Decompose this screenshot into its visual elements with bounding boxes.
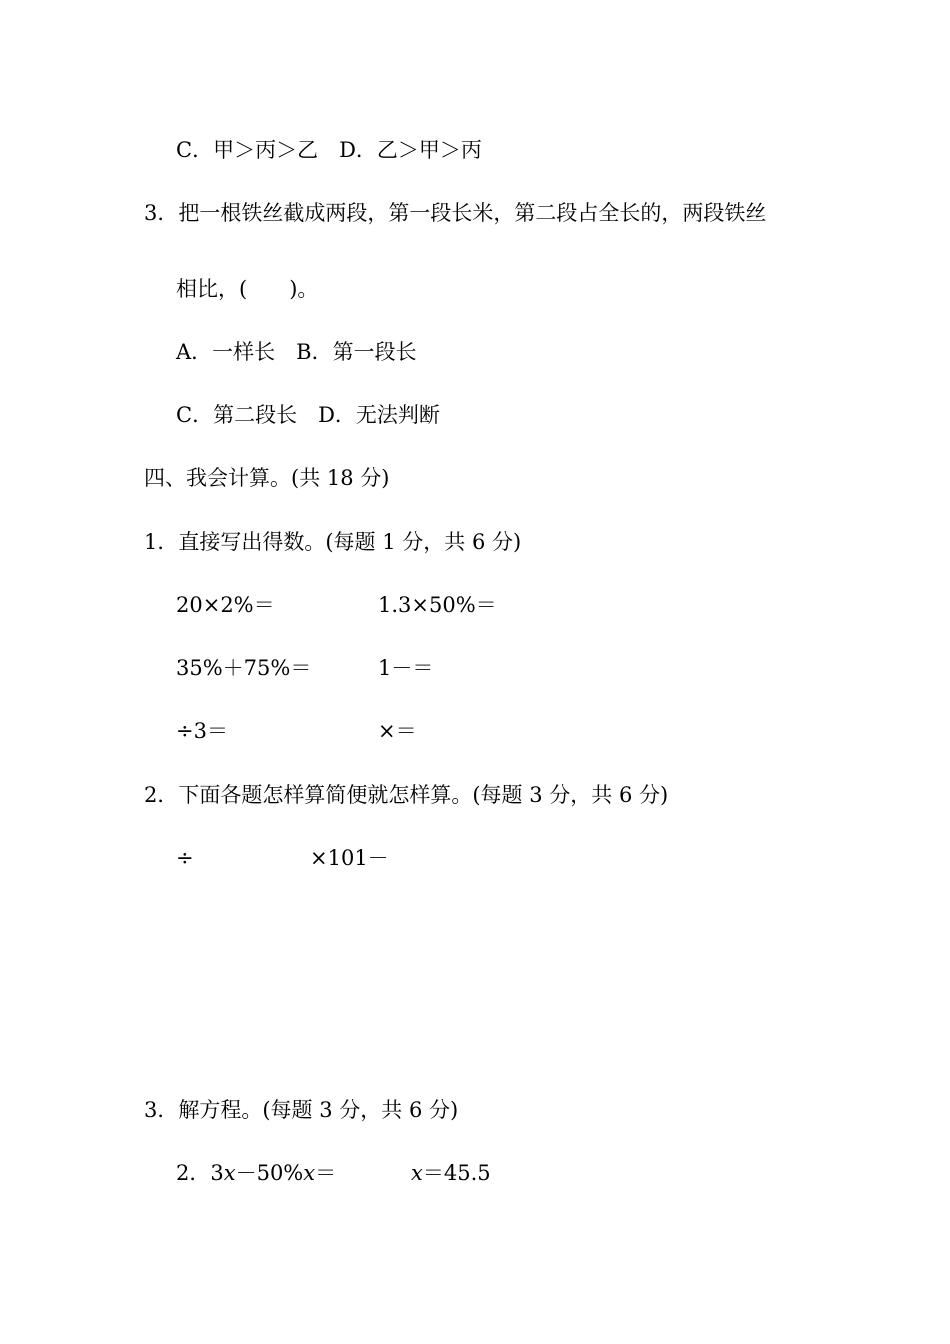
q3-stem-line2: 相比，( )。 — [176, 277, 319, 301]
sub3-title: 3．解方程。(每题 3 分，共 6 分) — [144, 1098, 459, 1122]
sub2-title: 2．下面各题怎样算简便就怎样算。(每题 3 分，共 6 分) — [144, 783, 669, 807]
q3-option-ab: A．一样长 B．第一段长 — [176, 340, 417, 364]
sub1-item-2: 1.3×50%＝ — [378, 593, 497, 617]
eq1-prefix: 2．3 — [176, 1161, 224, 1185]
sub1-item-4: 1－＝ — [378, 656, 434, 680]
sub3-equation-2 — [411, 1159, 491, 1187]
sub1-item-5: ÷3＝ — [176, 719, 228, 743]
sub2-item-1: ÷ — [176, 846, 194, 870]
eq2-var-x: x — [411, 1161, 423, 1185]
eq1-suffix: ＝ — [315, 1161, 337, 1185]
sub1-item-6: ×＝ — [378, 719, 417, 743]
q3-stem-line1: 3．把一根铁丝截成两段，第一段长米，第二段占全长的，两段铁丝 — [144, 201, 767, 225]
eq2-rest: ＝45.5 — [422, 1161, 491, 1185]
sub2-item-2: ×101－ — [310, 846, 389, 870]
eq1-mid: －50% — [235, 1161, 304, 1185]
eq1-var-x2: x — [303, 1161, 316, 1185]
eq1-var-x: x — [223, 1161, 236, 1185]
q3-option-cd: C．第二段长 D．无法判断 — [176, 403, 440, 427]
q2-option-cd: C．甲＞丙＞乙 D．乙＞甲＞丙 — [176, 138, 482, 162]
sub1-title: 1．直接写出得数。(每题 1 分，共 6 分) — [144, 530, 522, 554]
sub3-equation-1 — [176, 1159, 336, 1187]
sub1-item-1: 20×2%＝ — [176, 593, 275, 617]
section4-heading: 四、我会计算。(共 18 分) — [144, 466, 390, 490]
sub1-item-3: 35%＋75%＝ — [176, 656, 312, 680]
